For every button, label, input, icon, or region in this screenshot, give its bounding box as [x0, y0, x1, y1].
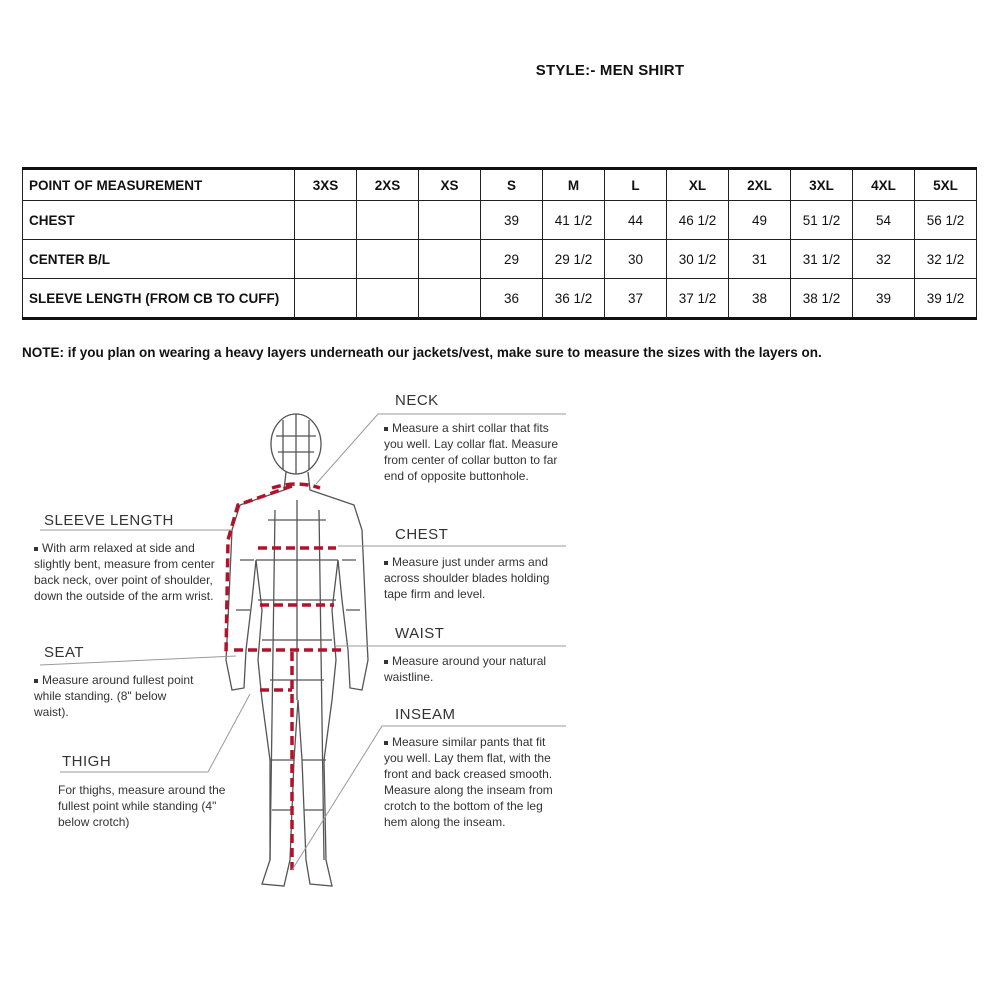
measurement-cell: 36: [481, 279, 543, 319]
thigh-title: THIGH: [62, 753, 112, 770]
bullet-icon: [34, 547, 38, 551]
sleeve-length-instructions: [34, 540, 224, 604]
header-size: S: [481, 169, 543, 201]
bullet-icon: [34, 679, 38, 683]
inseam-title: INSEAM: [395, 706, 456, 723]
seat-text: Measure around fullest point while standing. (8" below waist).: [34, 673, 194, 719]
measurement-cell: 30 1/2: [667, 240, 729, 279]
measurement-cell: 44: [605, 201, 667, 240]
measurement-cell: 31: [729, 240, 791, 279]
measurement-cell: 49: [729, 201, 791, 240]
measurement-cell: 32 1/2: [915, 240, 977, 279]
seat-instructions: [34, 672, 194, 720]
bullet-icon: [384, 741, 388, 745]
measurement-cell: 37 1/2: [667, 279, 729, 319]
chest-text: Measure just under arms and across shoulder blades holding tape firm and level.: [384, 555, 550, 601]
chest-title: CHEST: [395, 526, 449, 543]
sleeve-length-text: With arm relaxed at side and slightly bent, measure from center back neck, over point of shoulder, down the outside of the arm wrist.: [34, 541, 215, 603]
header-size: XL: [667, 169, 729, 201]
measurement-cell: 32: [853, 240, 915, 279]
neck-text: Measure a shirt collar that fits you well. Lay collar flat. Measure from center of collar button to far end of opposite buttonhole.: [384, 421, 559, 483]
bullet-icon: [384, 660, 388, 664]
row-label: CENTER B/L: [23, 240, 295, 279]
header-size: 3XS: [295, 169, 357, 201]
measurement-cell: 56 1/2: [915, 201, 977, 240]
header-size: 2XS: [357, 169, 419, 201]
measurement-cell: 51 1/2: [791, 201, 853, 240]
waist-title: WAIST: [395, 625, 445, 642]
measurement-cell: 39 1/2: [915, 279, 977, 319]
header-size: 5XL: [915, 169, 977, 201]
measurement-cell: 38: [729, 279, 791, 319]
header-size: XS: [419, 169, 481, 201]
header-size: L: [605, 169, 667, 201]
neck-instructions: [384, 420, 566, 484]
row-label: CHEST: [23, 201, 295, 240]
measurement-cell: 29 1/2: [543, 240, 605, 279]
measurement-cell: 38 1/2: [791, 279, 853, 319]
header-size: 2XL: [729, 169, 791, 201]
measurement-cell: 54: [853, 201, 915, 240]
measurement-cell: 39: [481, 201, 543, 240]
inseam-text: Measure similar pants that fit you well. Lay them flat, with the front and back creased smooth. Measure along the inseam from crotch to the bottom of the leg hem along the inseam.: [384, 735, 553, 829]
row-label: SLEEVE LENGTH (FROM CB TO CUFF): [23, 279, 295, 319]
waist-instructions: [384, 653, 566, 685]
measurement-cell: 31 1/2: [791, 240, 853, 279]
header-size: 4XL: [853, 169, 915, 201]
measurement-cell: 30: [605, 240, 667, 279]
layering-note: NOTE: if you plan on wearing a heavy layers underneath our jackets/vest, make sure to measure the sizes with the layers on.: [22, 345, 822, 360]
header-point-of-measurement: POINT OF MEASUREMENT: [23, 169, 295, 201]
waist-text: Measure around your natural waistline.: [384, 654, 547, 684]
sleeve-length-title: SLEEVE LENGTH: [44, 512, 174, 529]
bullet-icon: [384, 561, 388, 565]
measurement-cell: 41 1/2: [543, 201, 605, 240]
style-title: STYLE:- MEN SHIRT: [535, 62, 685, 79]
neck-title: NECK: [395, 392, 439, 409]
thigh-text: For thighs, measure around the fullest point while standing (4" below crotch): [58, 783, 226, 829]
measurement-cell: 29: [481, 240, 543, 279]
chest-instructions: [384, 554, 566, 602]
header-size: M: [543, 169, 605, 201]
header-size: 3XL: [791, 169, 853, 201]
seat-title: SEAT: [44, 644, 85, 661]
inseam-instructions: [384, 734, 566, 830]
thigh-instructions: [58, 782, 230, 830]
measurement-cell: 37: [605, 279, 667, 319]
measurement-cell: 46 1/2: [667, 201, 729, 240]
measurement-cell: 36 1/2: [543, 279, 605, 319]
bullet-icon: [384, 427, 388, 431]
measurement-cell: 39: [853, 279, 915, 319]
